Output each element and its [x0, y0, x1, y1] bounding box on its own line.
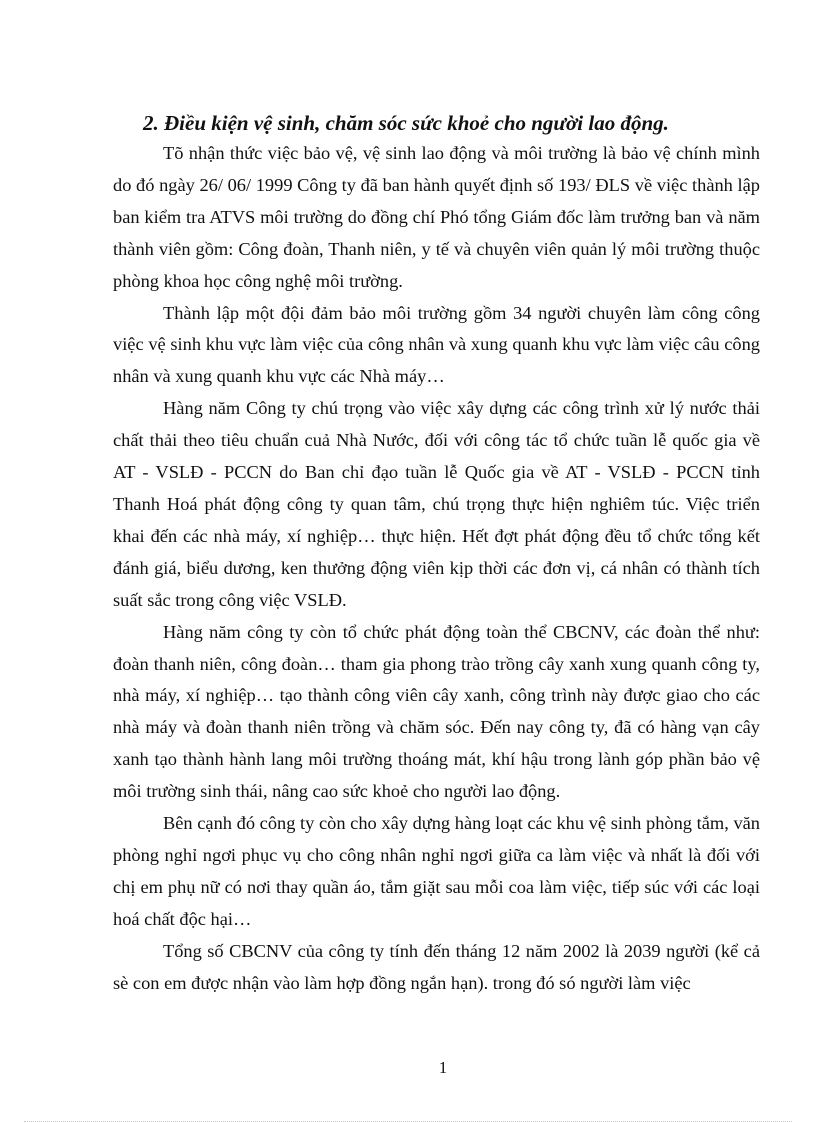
paragraph: Hàng năm Công ty chú trọng vào việc xây dựng các công trình xử lý nước thải chất thải theo tiêu chuẩn cuả Nhà Nước, đối với công tác tổ chức tuần lễ quốc gia về AT - VSLĐ - PCCN do Ban chỉ đạo tuần lễ Quốc gia về AT - VSLĐ - PCCN tỉnh Thanh Hoá phát động công ty quan tâm, chú trọng thực hiện nghiêm túc. Việc triển khai đến các nhà máy, xí nghiệp… thực hiện. Hết đợt phát động đều tổ chức tổng kết đánh giá, biểu dương, ken thưởng động viên kịp thời các đơn vị, cá nhân có thành tích suất sắc trong công việc VSLĐ.	[113, 398, 760, 610]
body-text	[113, 138, 760, 999]
page-number: 1	[438, 1058, 448, 1077]
paragraph: Tõ nhận thức việc bảo vệ, vệ sinh lao động và môi trường là bảo vệ chính mình do đó ngày 26/ 06/ 1999 Công ty đã ban hành quyết định số 193/ ĐLS về việc thành lập ban kiểm tra ATVS môi trường do đồng chí Phó tổng Giám đốc làm trưởng ban và năm thành viên gồm: Công đoàn, Thanh niên, y tế và chuyên viên quản lý môi trường thuộc phòng khoa học công nghệ môi trường.	[113, 143, 760, 291]
page-boundary-divider	[24, 1121, 792, 1122]
paragraph: Tổng số CBCNV của công ty tính đến tháng 12 năm 2002 là 2039 người (kể cả sè con em được nhận vào làm hợp đồng ngắn hạn). trong đó só người làm việc	[113, 940, 760, 993]
paragraph: Thành lập một đội đảm bảo môi trường gồm 34 người chuyên làm công công việc vệ sinh khu vực làm việc của công nhân và xung quanh khu vực làm việc câu công nhân và xung quanh khu vực các Nhà máy…	[113, 302, 760, 387]
paragraph: Hàng năm công ty còn tổ chức phát động toàn thể CBCNV, các đoàn thể như: đoàn thanh niên, công đoàn… tham gia phong trào trồng cây xanh xung quanh công ty, nhà máy, xí nghiệp… tạo thành công viên cây xanh, công trình này được giao cho các nhà máy và đoàn thanh niên trồng và chăm sóc. Đến nay công ty, đã có hàng vạn cây xanh tạo thành hành lang môi trường thoáng mát, khí hậu trong lành góp phần bảo vệ môi trường sinh thái, nâng cao sức khoẻ cho người lao động.	[113, 621, 760, 802]
section-heading: 2. Điều kiện vệ sinh, chăm sóc sức khoẻ cho người lao động.	[143, 111, 669, 135]
paragraph: Bên cạnh đó công ty còn cho xây dựng hàng loạt các khu vệ sinh phòng tắm, văn phòng nghỉ ngơi phục vụ cho công nhân nghỉ ngơi giữa ca làm việc và nhất là đối với chị em phụ nữ có nơi thay quần áo, tắm giặt sau mỗi coa làm việc, tiếp súc với các loại hoá chất độc hại…	[113, 813, 760, 929]
